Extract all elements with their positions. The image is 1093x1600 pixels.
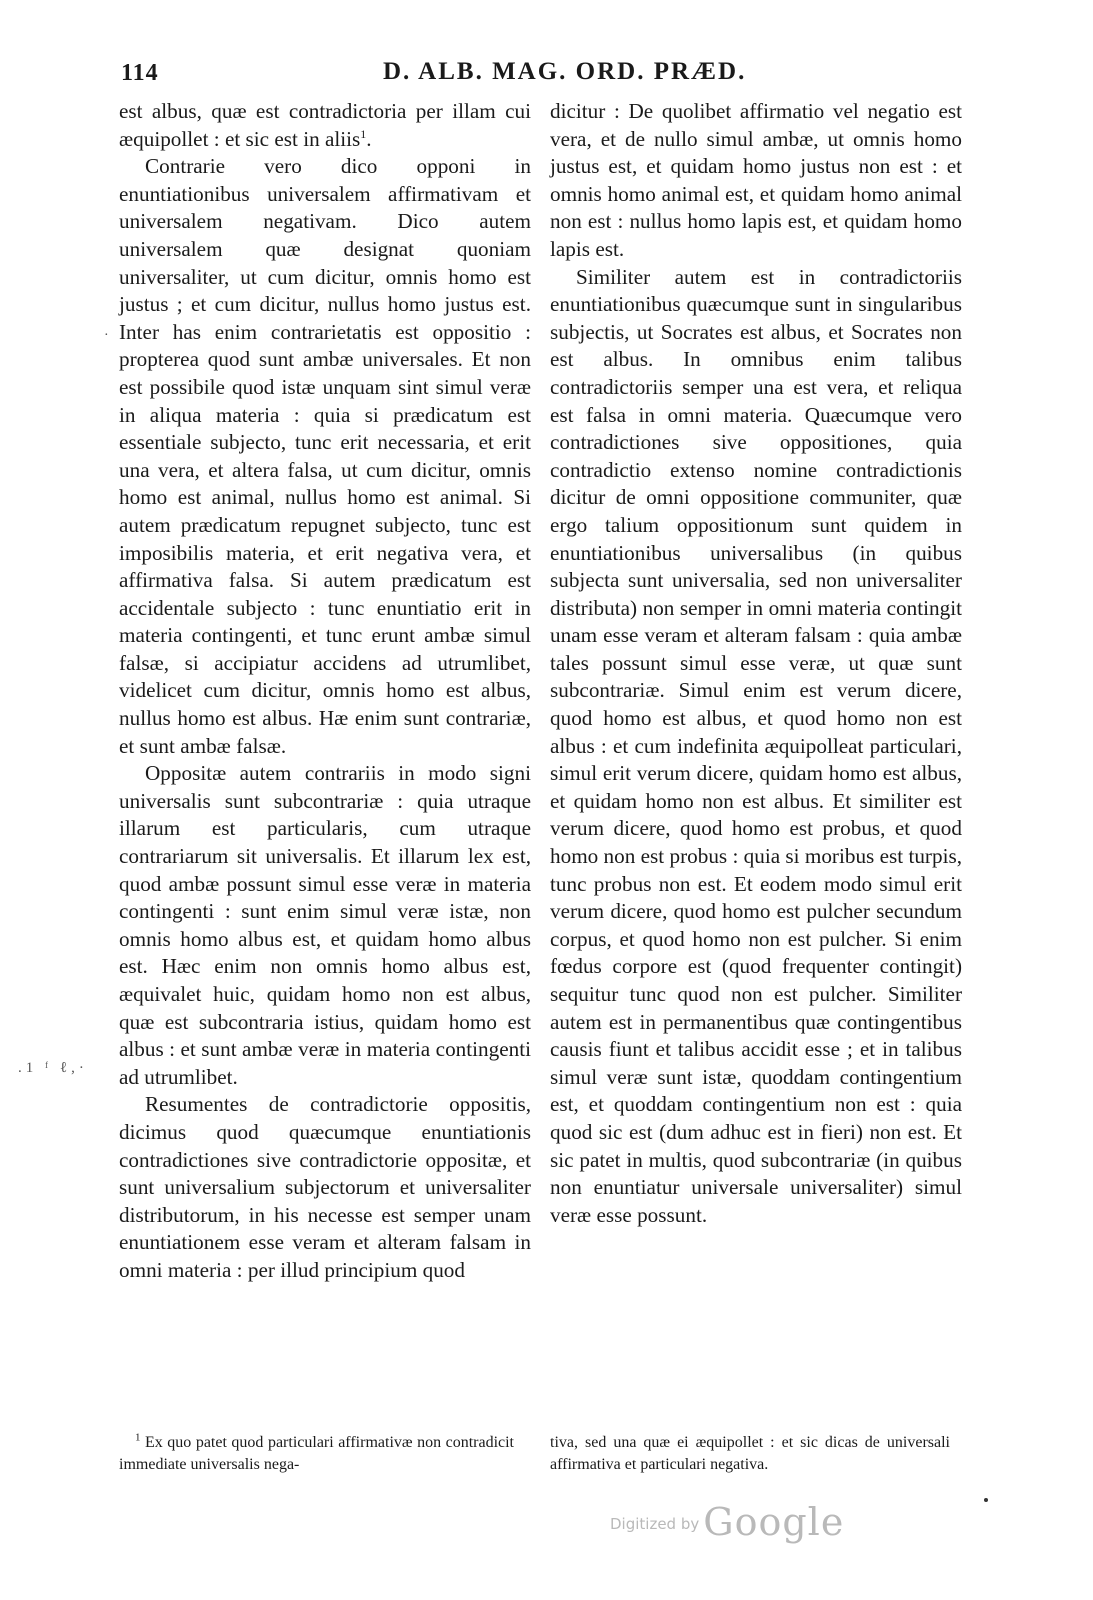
- paragraph: Oppositæ autem contrariis in modo signi universalis sunt subcontrariæ : quia utraque illarum est particularis, cum utraque contrariarum sit universalis. Et illarum lex est, quod ambæ possunt simul esse veræ in materia contingenti : sunt enim simul veræ istæ, non omnis homo albus est, et quidam homo albus est. Hæc enim non omnis homo albus est, æquivalet huic, quidam homo non est albus, quæ est subcontraria istius, quidam homo est albus : et sunt ambæ veræ in materia contingenti ad utrumlibet.: [119, 761, 531, 1089]
- margin-annotation: .1 ᶠ ℓ,·: [18, 1060, 88, 1076]
- paragraph: est albus, quæ est contradictoria per illam cui æquipollet : et sic est in aliis$^1$.: [119, 99, 531, 151]
- footnote-right: tiva, sed una quæ ei æquipollet : et sic dicas de universali affirmativa et particulari negativa.: [550, 1434, 950, 1473]
- running-head: [0, 58, 1093, 94]
- left-text-column: [119, 98, 531, 1285]
- paragraph: Resumentes de contradictorie oppositis, dicimus quod quæcumque enuntiationis contradictiones sive contradictorie oppositæ, et sunt universalium subjectorum et universaliter distributorum, in his necesse est semper unam enuntiationem esse veram et alteram falsam in omni materia : per illud principium quod: [119, 1092, 531, 1282]
- running-title: D. ALB. MAG. ORD. PRÆD.: [383, 58, 747, 85]
- footnote-ref: 1: [360, 126, 367, 141]
- footnote-marker: 1: [135, 1431, 141, 1444]
- paragraph: Similiter autem est in contradictoriis enuntiationibus quæcumque sunt in singularibus subjectis, ut Socrates est albus, et Socrates non est albus. In omnibus enim talibus contradictoriis semper una est vera, et reliqua est falsa in omni materia. Quæcumque vero contradictiones sive oppositiones, quia contradictio extenso nomine contradictionis dicitur de omni oppositione communiter, quæ ergo talium oppositionum sunt quidem in enuntiationibus universalibus (in quibus subjecta sunt universalia, sed non universaliter distributa) non semper in omni materia contingit unam esse veram et alteram falsam : quia ambæ tales possunt simul esse veræ, ut quæ sunt subcontrariæ. Simul enim est verum dicere, quod homo est albus, et quod homo non est albus : et cum indefinita æquipolleat particulari, simul erit verum dicere, quidam homo est albus, et quidam homo non est albus. Et similiter est verum dicere, quod homo est probus, et quod homo non est probus : quia si moribus est turpis, tunc probus non est. Et eodem modo simul erit verum dicere, quod homo est pulcher secundum corpus, et quod homo non est pulcher. Si enim fœdus corpore est (quod frequenter contingit) sequitur tunc quod non est pulcher. Similiter autem est in permanentibus quæ contingentibus causis fiunt et talibus accidit esse ; et in talibus simul veræ sunt istæ, quoddam contingentium est, et quoddam contingentium non est : quia quod sic est (dum adhuc est in fieri) non est. Et sic patet in multis, quod subcontrariæ (in quibus non enuntiatur universale universaliter) simul veræ esse possunt.: [550, 264, 962, 1227]
- digitized-watermark: [610, 1500, 844, 1544]
- right-text-column: [550, 98, 962, 1229]
- paragraph: Contrarie vero dico opponi in enuntiationibus universalem affirmativam et universalem negativam. Dico autem universalem quæ designat quoniam universaliter, ut cum dicitur, omnis homo est justus ; et cum dicitur, nullus homo justus est. Inter has enim contrarietatis est oppositio : propterea quod sunt ambæ universales. Et non est possibile quod istæ unquam sint simul veræ in aliqua materia : quia si prædicatum est essentiale subjecto, tunc erit necessaria, et erit una vera, et altera falsa, ut cum dicitur, omnis homo est animal, nullus homo est animal. Si autem prædicatum repugnet subjecto, tunc est imposibilis materia, et erit negativa vera, et affirmativa falsa. Si autem prædicatum est accidentale subjecto : tunc enuntiatio erit in materia contingenti, et tunc erunt ambæ simul falsæ, si accipiatur accidens ad utrumlibet, videlicet cum dicitur, omnis homo est albus, nullus homo est albus. Hæ enim sunt contrariæ, et sunt ambæ falsæ.: [119, 154, 531, 758]
- google-logo: Google: [703, 1500, 845, 1544]
- margin-dot: ·: [104, 328, 109, 343]
- page-number: 114: [121, 60, 159, 86]
- digitized-by-label: Digitized by: [610, 1515, 700, 1533]
- footnote-left: $^1$ Ex quo patet quod particulari affirmativæ non contradicit immediate universalis nega-: [119, 1431, 514, 1473]
- stray-ink-mark: [984, 1498, 988, 1502]
- paragraph: dicitur : De quolibet affirmatio vel negatio est vera, et de nullo simul ambæ, ut omnis homo justus est, et quidam homo justus non est : et omnis homo animal est, et quidam homo animal non est : nullus homo lapis est, et quidam homo lapis est.: [550, 99, 962, 261]
